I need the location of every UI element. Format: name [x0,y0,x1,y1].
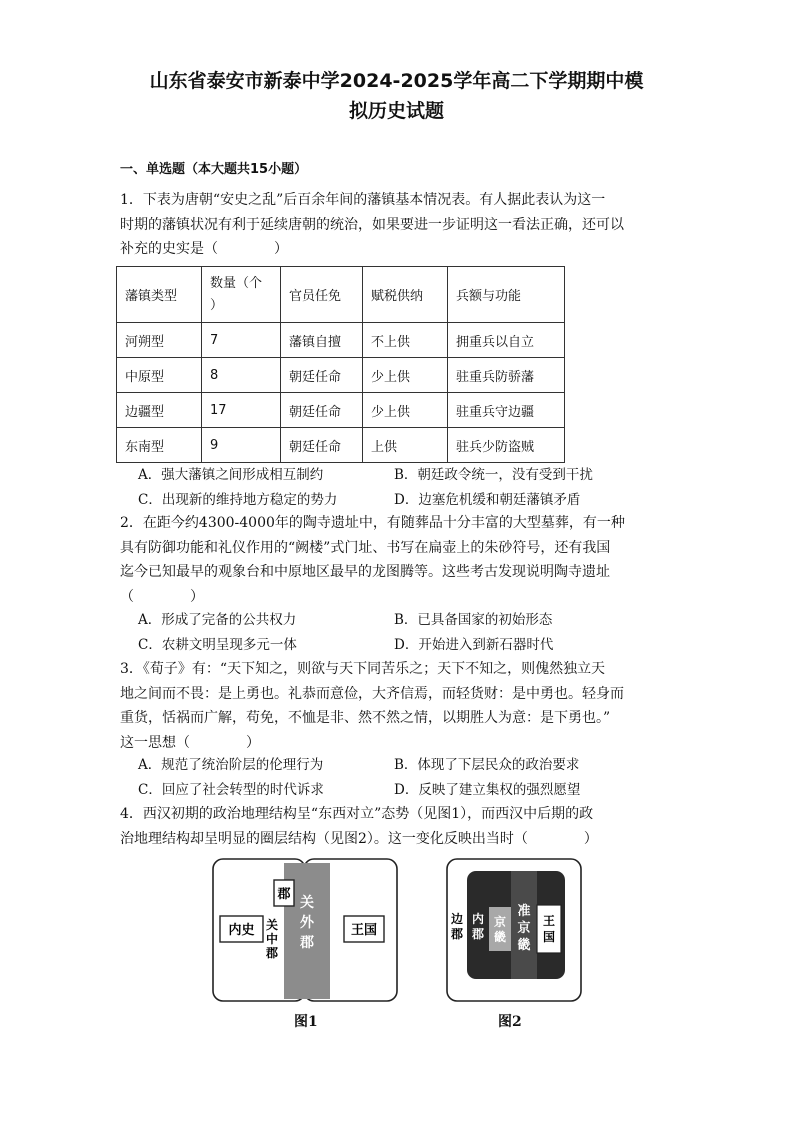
option-b[interactable]: B．体现了下层民众的政治要求 [394,757,580,773]
q3-line: 这一思想（ ） [120,734,260,751]
figure-2-diagram [445,857,583,1005]
option-a[interactable]: A．形成了完备的公共权力 [138,612,297,628]
options-row [138,608,658,633]
table-header-cell: 官员任免 [281,267,363,323]
guanwaijun-char: 郡 [300,935,314,951]
option-c[interactable]: C．农耕文明呈现多元一体 [138,636,297,653]
option-d[interactable]: D．开始进入到新石器时代 [394,636,554,653]
q1-line: 1．下表为唐朝“安史之乱”后百余年间的藩镇基本情况表。有人据此表认为这一 [120,192,606,208]
q2-line: 迄今已知最早的观象台和中原地区最早的龙图腾等。这些考古发现说明陶寺遗址 [120,564,610,580]
table-cell: 朝廷任命 [281,393,363,428]
options-row [138,753,658,778]
table-cell: 8 [202,358,281,393]
table-cell: 驻重兵守边疆 [448,393,565,428]
option-d[interactable]: D．反映了建立集权的强烈愿望 [394,781,581,798]
table-row [117,428,565,463]
doc-title-line2: 拟历史试题 [348,100,444,122]
wangguo-label: 王国 [350,923,378,938]
q4-line: 治地理结构却呈明显的圈层结构（见图2）。这一变化反映出当时（ ） [120,830,598,847]
jun-label: 郡 [277,887,291,902]
table-cell: 少上供 [363,358,448,393]
options-row [138,633,658,658]
neijun-char: 郡 [471,927,485,941]
header-text: 数量（个 [210,275,263,291]
option-c[interactable]: C．回应了社会转型的时代诉求 [138,781,324,798]
table-cell: 拥重兵以自立 [448,323,565,358]
table-header-row [117,267,565,323]
table-row [117,358,565,393]
wangguo-box [537,905,561,953]
table-cell: 少上供 [363,393,448,428]
q2-line: （ ） [120,588,204,605]
question-2-options [138,608,658,657]
guanwaijun-char: 外 [300,915,314,931]
table-cell: 边疆型 [117,393,202,428]
table-header-cell: 藩镇类型 [117,267,202,323]
table-header-cell: 赋税供纳 [363,267,448,323]
guanwaijun-char: 关 [300,895,314,911]
bianjun-char: 郡 [450,927,464,941]
doc-title-line1: 山东省泰安市新泰中学2024-2025学年高二下学期期中模 [149,70,644,92]
zhunjingji-char: 畿 [517,938,531,953]
guanzhongjun-char: 关 [265,918,279,932]
options-row [138,463,658,488]
wangguo-char: 王 [542,914,556,928]
neijun-char: 内 [471,912,485,926]
options-row [138,778,658,803]
table-cell: 朝廷任命 [281,428,363,463]
question-2-stem [120,511,660,609]
table-cell: 朝廷任命 [281,358,363,393]
table-cell: 9 [202,428,281,463]
table-cell: 17 [202,393,281,428]
section-heading: 一、单选题（本大题共15小题） [120,162,308,177]
option-c[interactable]: C．出现新的维持地方稳定的势力 [138,491,338,508]
question-1-options [138,463,658,512]
table-header-cell [202,267,281,323]
bianjun-char: 边 [450,912,464,926]
table-cell: 上供 [363,428,448,463]
table-row [117,393,565,428]
table-cell: 藩镇自擅 [281,323,363,358]
zhunjingji-char: 准 [517,904,531,919]
q2-line: 2．在距今约4300-4000年的陶寺遗址中，有随葬品十分丰富的大型墓葬，有一种 [120,515,625,531]
table-cell: 河朔型 [117,323,202,358]
table-cell: 驻兵少防盗贼 [448,428,565,463]
table-cell: 东南型 [117,428,202,463]
options-row [138,488,658,513]
figure-1-diagram [212,857,398,1005]
table-cell: 驻重兵防骄藩 [448,358,565,393]
header-text: ） [210,297,224,313]
q1-line: 补充的史实是（ ） [120,241,288,257]
option-d[interactable]: D．边塞危机缓和朝廷藩镇矛盾 [394,491,581,508]
option-b[interactable]: B．朝廷政令统一，没有受到干扰 [394,467,593,483]
figure-1-caption: 图1 [294,1014,318,1030]
question-4-stem [120,802,660,851]
q1-line: 时期的藩镇状况有利于延续唐朝的统治，如果要进一步证明这一看法正确，还可以 [120,216,624,233]
neishi-label: 内史 [228,923,255,938]
option-a[interactable]: A．规范了统治阶层的伦理行为 [138,757,324,773]
q2-line: 具有防御功能和礼仪作用的“阙楼”式门址、书写在扁壶上的朱砂符号，还有我国 [120,539,611,556]
guanzhongjun-char: 中 [265,932,279,946]
figure-2-caption: 图2 [498,1014,522,1030]
table-cell: 中原型 [117,358,202,393]
zhunjingji-char: 京 [517,921,531,936]
q4-line: 4．西汉初期的政治地理结构呈“东西对立”态势（见图1），而西汉中后期的政 [120,806,594,822]
jingji-char: 畿 [493,930,507,944]
question-1-stem [120,188,660,262]
table-row [117,323,565,358]
table-cell: 不上供 [363,323,448,358]
fanzhen-table [116,266,565,463]
question-3-options [138,753,658,802]
q3-line: 地之间而不畏：是上勇也。礼恭而意俭，大齐信焉，而轻货财：是中勇也。轻身而 [120,685,624,702]
q3-line: 3．《荀子》有：“天下知之，则欲与天下同苦乐之；天下不知之，则傀然独立天 [120,661,606,677]
option-b[interactable]: B．已具备国家的初始形态 [394,612,553,628]
question-3-stem [120,657,660,755]
jingji-box [489,907,511,951]
table-header-cell: 兵额与功能 [448,267,565,323]
option-a[interactable]: A．强大藩镇之间形成相互制约 [138,467,324,483]
jingji-char: 京 [493,915,507,929]
table-cell: 7 [202,323,281,358]
guanzhongjun-char: 郡 [265,946,279,960]
q3-line: 重货，恬祸而广解，苟免，不恤是非、然不然之情，以期胜人为意：是下勇也。” [120,710,611,726]
wangguo-char: 国 [542,930,556,944]
